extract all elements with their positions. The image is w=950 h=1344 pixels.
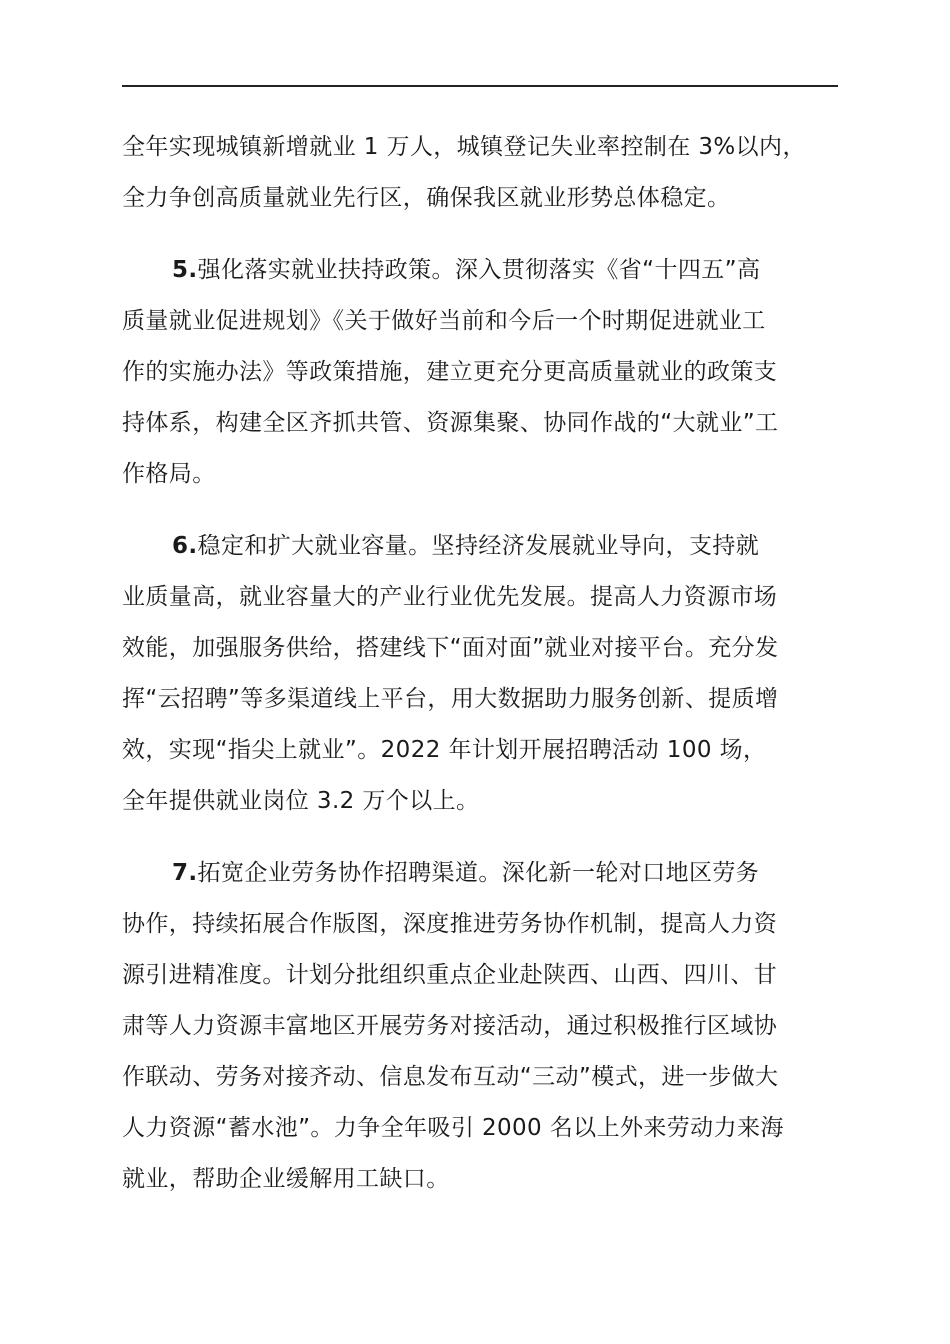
paragraph-item-6 [122, 521, 838, 827]
text-line: 人力资源“蓄水池”。力争全年吸引 2000 名以上外来劳动力来海 [122, 1115, 784, 1141]
text-line: 肃等人力资源丰富地区开展劳务对接活动，通过积极推行区域协 [122, 1013, 778, 1039]
text-line: 效能，加强服务供给，搭建线下“面对面”就业对接平台。充分发 [122, 635, 779, 661]
paragraph-item-5 [122, 245, 838, 500]
text-line: 全年提供就业岗位 3.2 万个以上。 [122, 788, 480, 814]
text-line: 作格局。 [122, 461, 216, 487]
text-line-content: 强化落实就业扶持政策。深入贯彻落实《省“十四五”高 [197, 257, 761, 283]
text-line-content: 稳定和扩大就业容量。坚持经济发展就业导向，支持就 [197, 533, 760, 559]
document-body [122, 122, 838, 1205]
text-line: 作联动、劳务对接齐动、信息发布互动“三动”模式，进一步做大 [122, 1064, 779, 1090]
text-line: 全力争创高质量就业先行区，确保我区就业形势总体稳定。 [122, 185, 731, 211]
header-rule [122, 85, 838, 87]
text-line: 业质量高，就业容量大的产业行业优先发展。提高人力资源市场 [122, 584, 778, 610]
text-line: 协作，持续拓展合作版图，深度推进劳务协作机制，提高人力资 [122, 911, 778, 937]
text-line: 挥“云招聘”等多渠道线上平台，用大数据助力服务创新、提质增 [122, 686, 779, 712]
item-number: 6. [172, 533, 198, 559]
text-line: 作的实施办法》等政策措施，建立更充分更高质量就业的政策支 [122, 359, 778, 385]
item-number: 5. [172, 257, 198, 283]
paragraph-item-7 [122, 848, 838, 1205]
text-line: 源引进精准度。计划分批组织重点企业赴陕西、山西、四川、甘 [122, 962, 778, 988]
text-line: 质量就业促进规划》《关于做好当前和今后一个时期促进就业工 [122, 308, 766, 334]
text-line: 全年实现城镇新增就业 1 万人，城镇登记失业率控制在 3%以内， [122, 134, 806, 160]
text-line: 持体系，构建全区齐抓共管、资源集聚、协同作战的“大就业”工 [122, 410, 779, 436]
item-number: 7. [172, 860, 198, 886]
text-line [122, 521, 838, 572]
text-line [122, 245, 838, 296]
text-line: 效，实现“指尖上就业”。2022 年计划开展招聘活动 100 场， [122, 737, 767, 763]
text-line: 就业，帮助企业缓解用工缺口。 [122, 1166, 450, 1192]
text-line [122, 848, 838, 899]
paragraph-continuation [122, 122, 838, 224]
text-line-content: 拓宽企业劳务协作招聘渠道。深化新一轮对口地区劳务 [197, 860, 760, 886]
